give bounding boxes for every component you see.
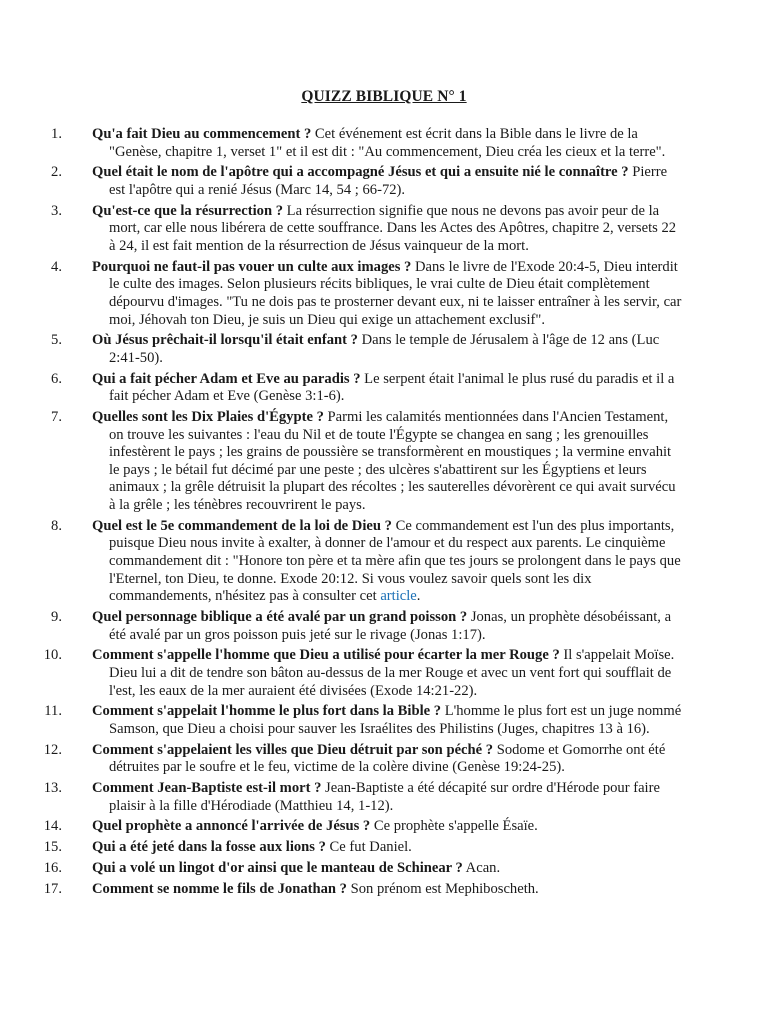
question-text [92,647,682,700]
question-label: Qui a été jeté dans la fosse aux lions ? [92,839,326,856]
answer-text: Cet événement est écrit dans la Bible dans le livre de la "Genèse, chapitre 1, verset 1" et il est dit : "Au commencement, Dieu créa les cieux et la terre". [109,126,666,160]
question-item [36,126,682,161]
question-number: 7. [51,409,62,426]
question-item [36,860,682,878]
question-text [92,371,682,406]
question-text [92,259,682,329]
question-item [36,703,682,738]
question-text [92,780,682,815]
answer-text: Son prénom est Mephiboscheth. [346,880,539,897]
question-text [92,409,682,515]
question-text [92,818,682,836]
question-item [36,203,682,256]
question-label: Qui a fait pécher Adam et Eve au paradis ? [92,370,361,387]
question-text [92,332,682,367]
question-label: Où Jésus prêchait-il lorsqu'il était enfant ? [92,332,358,349]
question-label: Quel personnage biblique a été avalé par un grand poisson ? [92,608,468,625]
question-number: 16. [43,859,62,876]
question-number: 14. [43,818,62,835]
answer-text: Jean-Baptiste a été décapité sur ordre d'Hérode pour faire plaisir à la fille d'Hérodiade (Matthieu 14, 1-12). [109,780,660,814]
question-number: 8. [51,517,62,534]
answer-text: L'homme le plus fort est un juge nommé Samson, que Dieu a choisi pour sauver les Israélites des Philistins (Juges, chapitres 13 à 16). [109,703,682,737]
answer-text: Il s'appelait Moïse. Dieu lui a dit de tendre son bâton au-dessus de la mer Rouge et avec un vent fort qui soufflait de l'est, les eaux de la mer auraient été divisées (Exode 14:21-22). [109,647,675,699]
answer-text: Pierre est l'apôtre qui a renié Jésus (Marc 14, 54 ; 66-72). [109,164,668,198]
question-text [92,839,682,857]
question-number: 1. [51,126,62,142]
question-number: 17. [43,880,62,897]
answer-text: Ce commandement est l'un des plus importants, puisque Dieu nous invite à exalter, à donner de l'amour et du respect aux parents. Le cinquième commandement dit : "Honore ton père et ta mère afin que tes jours se prolongent dans le pays que l'Eternel, ton Dieu, te donne. Exode 20:12. Si vous voulez savoir quels sont les dix commandements, n'hésitez pas à consulter cet [109,517,681,605]
question-item [36,332,682,367]
question-number: 9. [51,608,62,625]
question-number: 3. [51,202,62,219]
question-number: 6. [51,370,62,387]
question-item [36,780,682,815]
question-label: Quelles sont les Dix Plaies d'Égypte ? [92,409,324,426]
question-number: 12. [43,741,62,758]
answer-text: Le serpent était l'animal le plus rusé du paradis et il a fait pécher Adam et Eve (Genèse 3:1-6). [109,370,675,405]
question-item [36,881,682,899]
answer-text: Sodome et Gomorrhe ont été détruites par le soufre et le feu, victime de la colère divine (Genèse 19:24-25). [109,741,666,776]
question-text [92,518,682,606]
question-item [36,609,682,644]
question-text [92,703,682,738]
question-item [36,409,682,515]
question-list [36,126,682,898]
question-number: 5. [51,332,62,349]
question-label: Qu'est-ce que la résurrection ? [92,202,284,219]
question-number: 13. [43,780,62,797]
question-item [36,259,682,329]
question-label: Comment s'appelaient les villes que Dieu détruit par son péché ? [92,741,494,758]
question-item [36,647,682,700]
answer-text: Jonas, un prophète désobéissant, a été avalé par un gros poisson puis jeté sur le rivage (Jonas 1:17). [109,608,672,643]
document-title: QUIZZ BIBLIQUE N° 1 [301,88,467,105]
question-text [92,164,682,199]
question-number: 10. [43,647,62,664]
question-number: 2. [51,164,62,181]
question-item [36,371,682,406]
question-item [36,839,682,857]
question-label: Quel prophète a annoncé l'arrivée de Jésus ? [92,818,371,835]
question-text [92,609,682,644]
answer-text: La résurrection signifie que nous ne devons pas avoir peur de la mort, car elle nous libérera de cette souffrance. Dans les Actes des Apôtres, chapitre 2, versets 22 à 24, il est fait mention de la résurrection de Jésus vainqueur de la mort. [109,202,677,254]
answer-text: Acan. [462,859,501,876]
question-label: Comment se nomme le fils de Jonathan ? [92,880,347,897]
question-text [92,742,682,777]
answer-text: Parmi les calamités mentionnées dans l'Ancien Testament, on trouve les suivantes : l'eau du Nil et de toute l'Égypte se changea en sang ; les grenouilles infestèrent le pays ; les grains de poussière se transformèrent en moustiques ; la vermine envahit le pays ; le bétail fut décimé par une peste ; des ulcères s'abattirent sur les Égyptiens et leurs animaux ; la grêle détruisit la plupart des récoltes ; les sauterelles dévorèrent ce qui avait survécu à la grêle ; les ténèbres recouvrirent le pays. [109,409,676,513]
question-label: Quel était le nom de l'apôtre qui a accompagné Jésus et qui a ensuite nié le connaître ? [92,164,629,181]
question-item [36,818,682,836]
question-text [92,881,682,899]
question-label: Qu'a fait Dieu au commencement ? [92,126,312,142]
question-item [36,164,682,199]
question-label: Comment s'appelle l'homme que Dieu a utilisé pour écarter la mer Rouge ? [92,647,560,664]
article-link[interactable]: article [380,588,417,605]
answer-text-end: . [416,588,421,605]
answer-text: Ce fut Daniel. [325,839,412,856]
question-text [92,126,682,161]
question-item [36,742,682,777]
question-item [36,518,682,606]
question-number: 4. [51,258,62,275]
question-label: Comment s'appelait l'homme le plus fort dans la Bible ? [92,703,442,720]
question-number: 11. [44,703,62,720]
question-number: 15. [43,839,62,856]
question-label: Pourquoi ne faut-il pas vouer un culte aux images ? [92,258,412,275]
question-label: Quel est le 5e commandement de la loi de Dieu ? [92,517,392,534]
question-label: Qui a volé un lingot d'or ainsi que le manteau de Schinear ? [92,859,463,876]
question-text [92,860,682,878]
answer-text: Dans le livre de l'Exode 20:4-5, Dieu interdit le culte des images. Selon plusieurs récits bibliques, le vrai culte de Dieu était complètement dépourvu d'images. "Tu ne dois pas te prosterner devant eux, ni te laisser entraîner à les servir, car moi, Jéhovah ton Dieu, je suis un Dieu qui exige un attachement exclusif". [109,258,682,328]
question-text [92,203,682,256]
answer-text: Ce prophète s'appelle Ésaïe. [370,818,538,835]
question-label: Comment Jean-Baptiste est-il mort ? [92,780,322,797]
answer-text: Dans le temple de Jérusalem à l'âge de 12 ans (Luc 2:41-50). [109,332,660,366]
